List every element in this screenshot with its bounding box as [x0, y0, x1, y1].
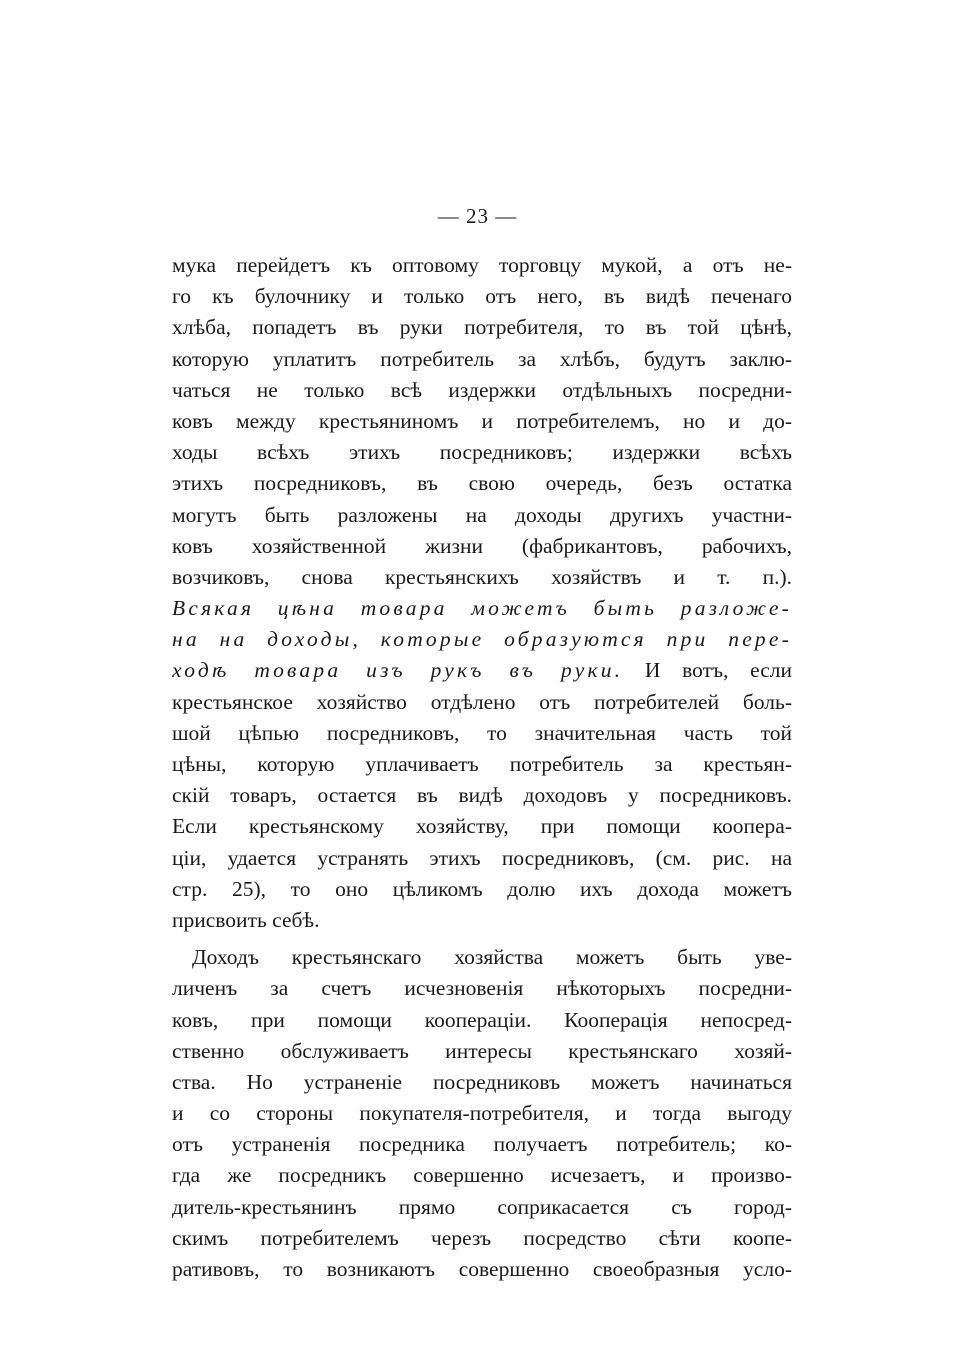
emphasized-line: на на доходы, которые образуются при пере-: [172, 627, 792, 652]
text-line: присвоить себѣ.: [172, 907, 320, 932]
body-text: [172, 250, 792, 1285]
text-line: ковъ, при помощи кооперацiи. Кооперація непосред-: [172, 1007, 792, 1032]
page-number: — 23 —: [437, 204, 518, 228]
text-line: возчиковъ, снова крестьянскихъ хозяйствъ и т. п.).: [172, 564, 792, 589]
text-line: ративовъ, то возникаютъ совершенно своеобразныя усло-: [172, 1257, 792, 1281]
text-line: ходы всѣхъ этихъ посредниковъ; издержки всѣхъ: [172, 440, 792, 465]
text-line: дитель-крестьянинъ прямо соприкасается съ город-: [172, 1194, 792, 1219]
text-line: и со стороны покупателя-потребителя, и тогда выгоду: [172, 1101, 792, 1126]
text-line: чаться не только всѣ издержки отдѣльныхъ посредни-: [172, 377, 792, 402]
text-line: ства. Но устраненіе посредниковъ можетъ начинаться: [172, 1069, 792, 1094]
text-line: Если крестьянскому хозяйству, при помощи коопера-: [172, 814, 792, 839]
text-line: ціи, удается устранять этихъ посредниковъ, (см. рис. на: [172, 845, 792, 870]
text-line: гда же посредникъ совершенно исчезаетъ, и произво-: [172, 1163, 792, 1188]
mixed-line: [172, 655, 792, 686]
text-line: хлѣба, попадетъ въ руки потребителя, то въ той цѣнѣ,: [172, 315, 792, 340]
text-line: мука перейдетъ къ оптовому торговцу мукой, а отъ не-: [172, 253, 792, 277]
text-line: ственно обслуживаетъ интересы крестьянскаго хозяй-: [172, 1038, 792, 1063]
text-line: скимъ потребителемъ черезъ посредство сѣти коопе-: [172, 1225, 792, 1250]
text-line: скій товаръ, остается въ видѣ доходовъ у посредниковъ.: [172, 783, 792, 808]
text-fragment: И вотъ, если: [623, 658, 792, 683]
text-line: стр. 25), то оно цѣликомъ долю ихъ дохода можетъ: [172, 876, 792, 901]
emphasized-fragment: ходѣ товара изъ рукъ въ руки.: [172, 658, 624, 683]
text-line: шой цѣпью посредниковъ, то значительная часть той: [172, 720, 792, 745]
text-line: цѣны, которую уплачиваетъ потребитель за крестьян-: [172, 752, 792, 776]
text-line: ковъ хозяйственной жизни (фабрикантовъ, рабочихъ,: [172, 533, 792, 558]
text-line: отъ устраненія посредника получаетъ потребитель; ко-: [172, 1132, 792, 1157]
text-line: ковъ между крестьяниномъ и потребителемъ, но и до-: [172, 408, 792, 433]
text-line: личенъ за счетъ исчезновенія нѣкоторыхъ посредни-: [172, 976, 792, 1001]
text-line: го къ булочнику и только отъ него, въ видѣ печенаго: [172, 284, 792, 309]
text-line: крестьянское хозяйство отдѣлено отъ потребителей боль-: [172, 689, 792, 714]
text-line: могутъ быть разложены на доходы другихъ участни-: [172, 502, 792, 527]
emphasized-line: Всякая цѣна товара можетъ быть разложе-: [172, 596, 792, 621]
text-line: этихъ посредниковъ, въ свою очередь, безъ остатка: [172, 471, 792, 496]
text-line: Доходъ крестьянскаго хозяйства можетъ быть уве-: [192, 945, 792, 970]
text-line: которую уплатитъ потребитель за хлѣбъ, будутъ заклю-: [172, 346, 792, 371]
